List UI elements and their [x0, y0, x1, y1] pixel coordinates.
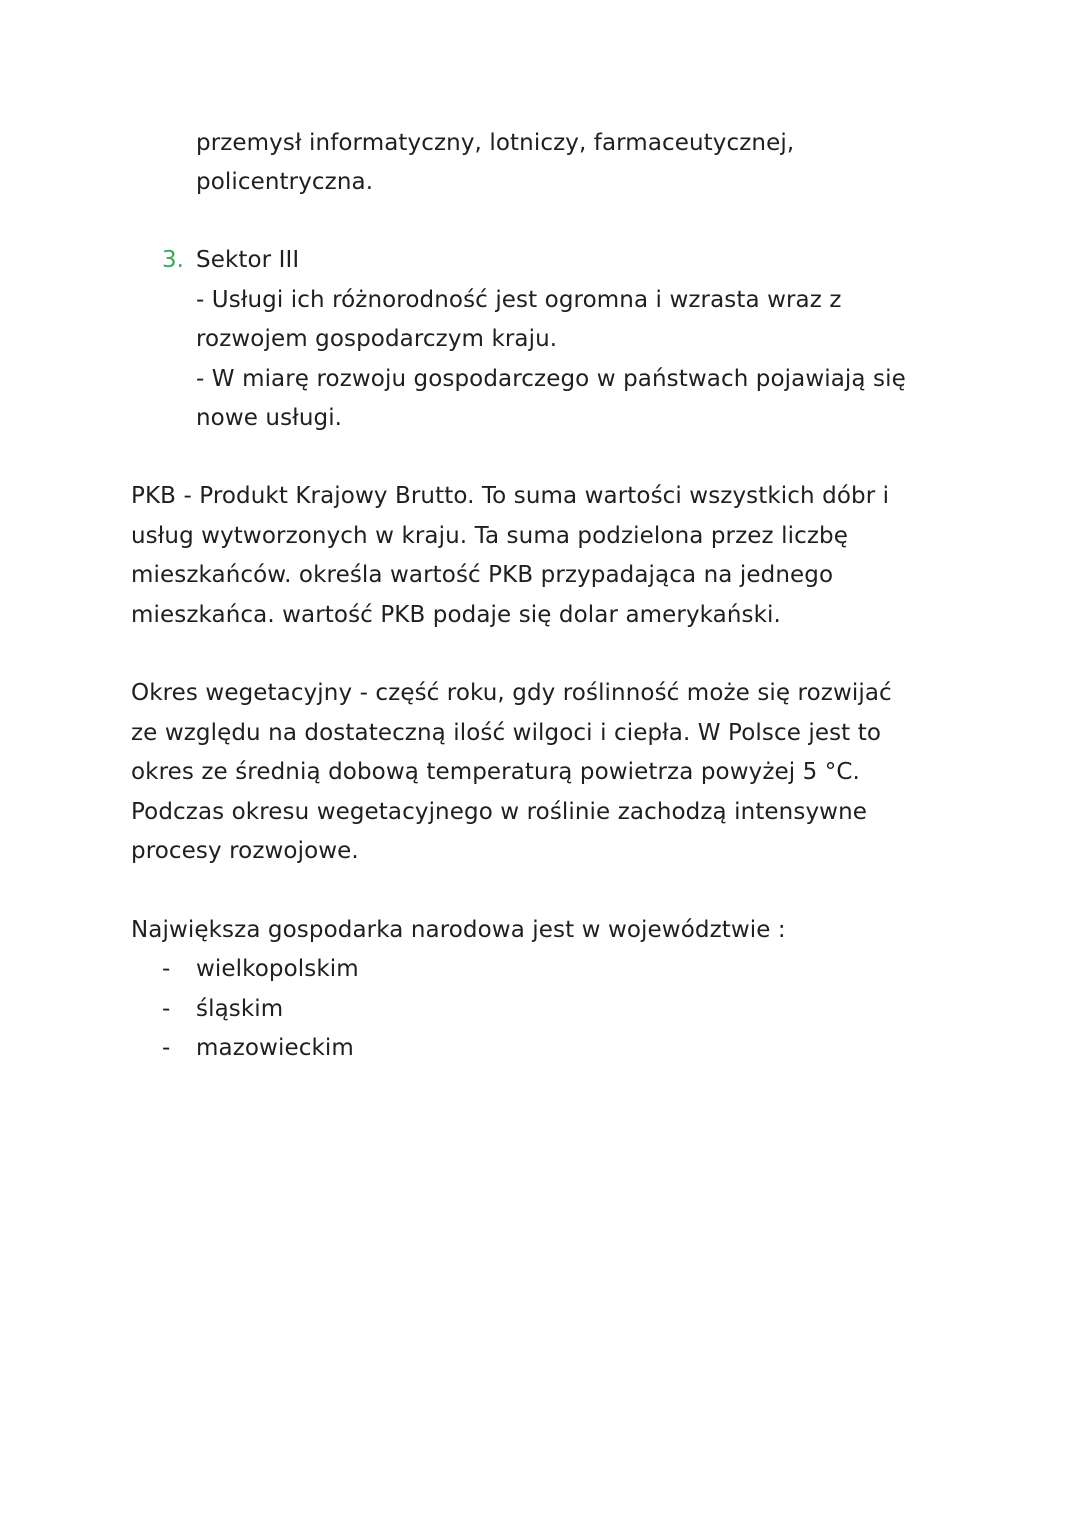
sector3-line-4: nowe usługi. [196, 405, 343, 431]
list-number-3: 3. [162, 247, 184, 273]
sector3-line-3: - W miarę rozwoju gospodarczego w państwach pojawiają się [196, 366, 906, 392]
list-item: mazowieckim [196, 1035, 354, 1061]
pkb-line-2: usług wytworzonych w kraju. Ta suma podzielona przez liczbę [131, 523, 848, 549]
vegetation-line-1: Okres wegetacyjny - część roku, gdy roślinność może się rozwijać [131, 680, 892, 706]
vegetation-line-3: okres ze średnią dobową temperaturą powietrza powyżej 5 °C. [131, 759, 860, 785]
pkb-line-1: PKB - Produkt Krajowy Brutto. To suma wartości wszystkich dóbr i [131, 483, 890, 509]
sector3-line-2: rozwojem gospodarczym kraju. [196, 326, 558, 352]
list-item: wielkopolskim [196, 956, 359, 982]
bullet-dash: - [162, 1035, 171, 1061]
sector2-line-2: policentryczna. [196, 169, 374, 195]
bullet-dash: - [162, 996, 171, 1022]
sector2-line-1: przemysł informatyczny, lotniczy, farmaceutycznej, [196, 130, 795, 156]
sector3-title: Sektor III [196, 247, 300, 273]
pkb-line-3: mieszkańców. określa wartość PKB przypadająca na jednego [131, 562, 834, 588]
economy-heading: Największa gospodarka narodowa jest w województwie : [131, 917, 786, 943]
sector3-line-1: - Usługi ich różnorodność jest ogromna i wzrasta wraz z [196, 287, 842, 313]
vegetation-line-4: Podczas okresu wegetacyjnego w roślinie zachodzą intensywne [131, 799, 867, 825]
bullet-dash: - [162, 956, 171, 982]
pkb-line-4: mieszkańca. wartość PKB podaje się dolar amerykański. [131, 602, 781, 628]
vegetation-line-5: procesy rozwojowe. [131, 838, 359, 864]
vegetation-line-2: ze względu na dostateczną ilość wilgoci i ciepła. W Polsce jest to [131, 720, 882, 746]
list-item: śląskim [196, 996, 284, 1022]
